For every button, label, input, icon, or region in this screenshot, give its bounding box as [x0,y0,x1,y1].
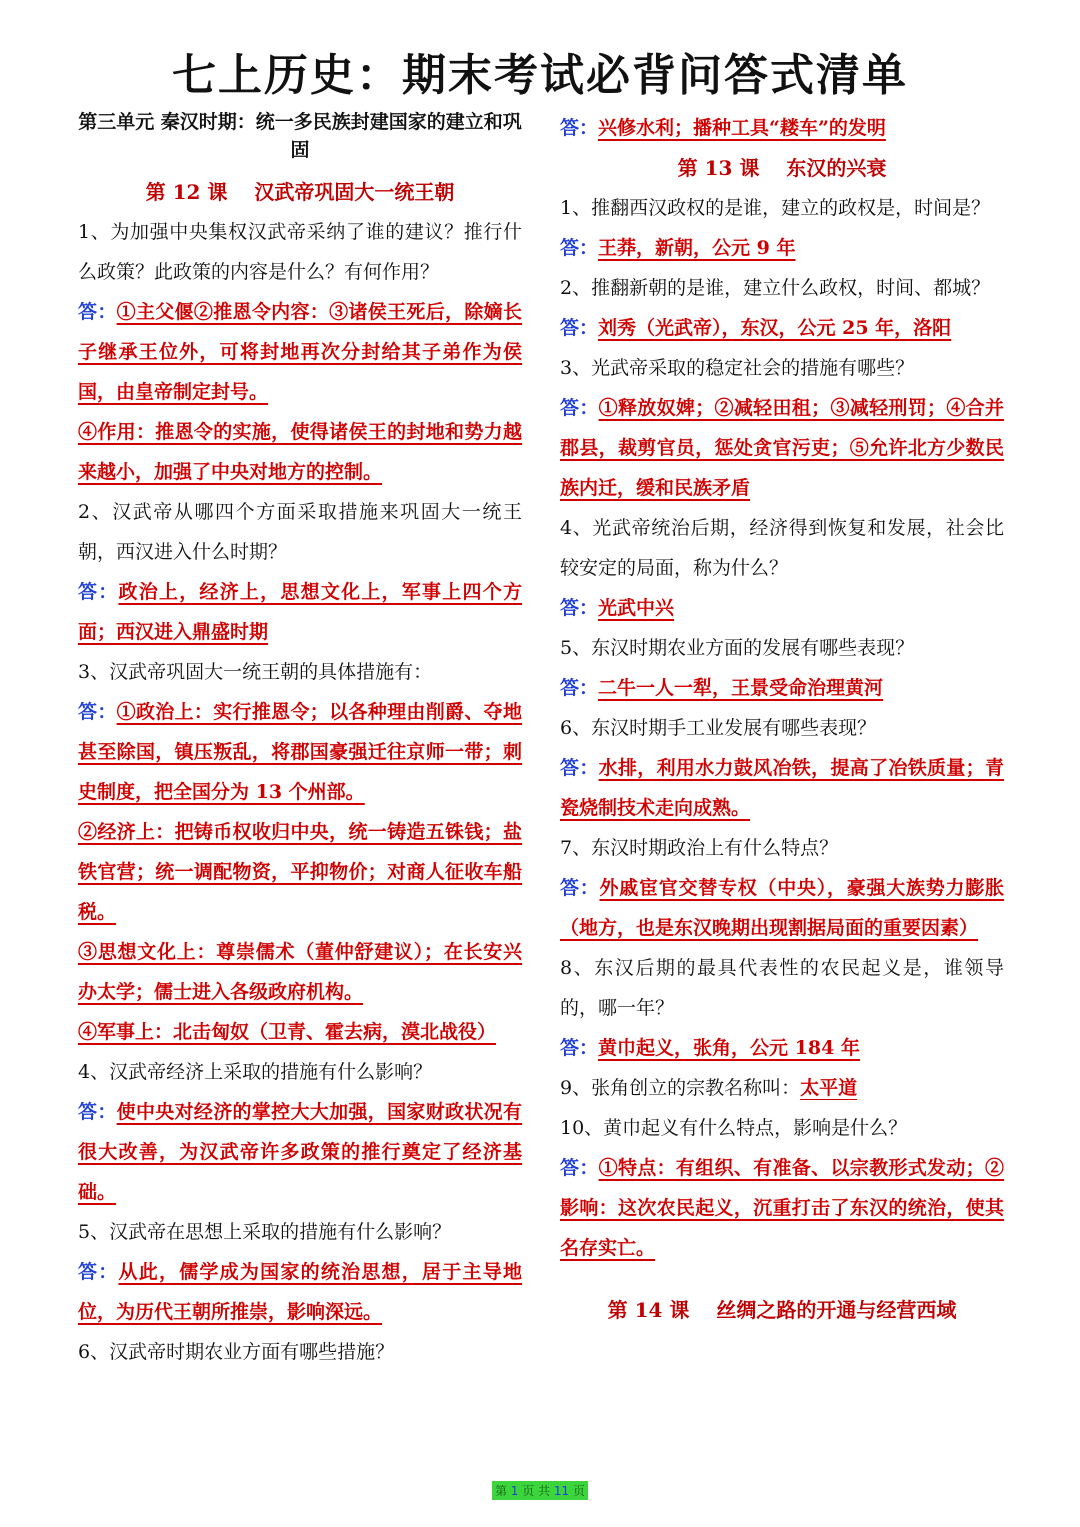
answer-label: 答： [560,877,600,899]
answer-label: 答： [560,597,599,619]
question-l3: 3、汉武帝巩固大一统王朝的具体措施有： [78,661,433,683]
lesson-13-heading: 第 13 课 东汉的兴衰 [677,156,887,180]
answer-l1-effect: ④作用：推恩令的实施，使得诸侯王的封地和势力越来越小，加强了中央对地方的控制。 [78,421,522,483]
question-r4: 4、光武帝统治后期，经济得到恢复和发展，社会比较安定的局面，称为什么？ [560,517,1004,579]
page-footer [0,1481,1080,1500]
answer-r4: 答：光武中兴 [560,597,675,619]
question-r5: 5、东汉时期农业方面的发展有哪些表现？ [560,637,915,659]
answer-label: 答： [560,757,599,779]
answer-label: 答： [560,397,599,419]
answer-l6: 答：兴修水利；播种工具“耧车”的发明 [560,117,886,139]
answer-r8: 答：黄巾起义，张角，公元 184 年 [560,1037,860,1059]
answer-l3-culture: ③思想文化上：尊崇儒术（董仲舒建议）；在长安兴办太学；儒士进入各级政府机构。 [78,941,522,1003]
answer-r2: 答：刘秀（光武帝），东汉，公元 25 年，洛阳 [560,317,952,339]
answer-l3-military: ④军事上：北击匈奴（卫青、霍去病，漠北战役） [78,1021,497,1043]
question-r6: 6、东汉时期手工业发展有哪些表现？ [560,717,877,739]
answer-l2: 答：政治上，经济上，思想文化上，军事上四个方面；西汉进入鼎盛时期 [78,581,522,643]
answer-l3-economy: ②经济上：把铸币权收归中央，统一铸造五铢钱；盐铁官营；统一调配物资，平抑物价；对商人征收车船税。 [78,821,522,923]
page-indicator: 第 1 页 共 11 页 [492,1481,588,1500]
question-l2: 2、汉武帝从哪四个方面采取措施来巩固大一统王朝，西汉进入什么时期？ [78,501,522,563]
answer-label: 答： [560,117,599,139]
answer-label: 答： [78,581,119,603]
answer-l1: 答：①主父偃②推恩令内容：③诸侯王死后，除嫡长子继承王位外，可将封地再次分封给其子弟作为侯国，由皇帝制定封号。 [78,301,522,403]
answer-label: 答： [78,701,117,723]
question-l6: 6、汉武帝时期农业方面有哪些措施？ [78,1341,395,1363]
question-l1: 1、为加强中央集权汉武帝采纳了谁的建议？推行什么政策？此政策的内容是什么？有何作用？ [78,221,522,283]
answer-label: 答： [560,317,599,339]
question-r10: 10、黄巾起义有什么特点，影响是什么？ [560,1117,908,1139]
question-r9: 9、张角创立的宗教名称叫：太平道 [560,1077,858,1099]
right-column [560,108,1004,1330]
answer-label: 答： [78,301,117,323]
question-r3: 3、光武帝采取的稳定社会的措施有哪些？ [560,357,915,379]
answer-label: 答： [560,237,599,259]
answer-l4: 答：使中央对经济的掌控大大加强，国家财政状况有很大改善，为汉武帝许多政策的推行奠定了经济基础。 [78,1101,522,1203]
lesson-12-heading: 第 12 课 汉武帝巩固大一统王朝 [145,180,455,204]
answer-r3: 答：①释放奴婢；②减轻田租；③减轻刑罚；④合并郡县，裁剪官员，惩处贪官污吏；⑤允许北方少数民族内迁，缓和民族矛盾 [560,397,1004,499]
question-l5: 5、汉武帝在思想上采取的措施有什么影响？ [78,1221,452,1243]
question-r8: 8、东汉后期的最具代表性的农民起义是，谁领导的，哪一年？ [560,957,1004,1019]
question-r7: 7、东汉时期政治上有什么特点？ [560,837,839,859]
answer-r9: 太平道 [800,1077,858,1099]
answer-l5: 答：从此，儒学成为国家的统治思想，居于主导地位，为历代王朝所推崇，影响深远。 [78,1261,522,1323]
question-r1: 1、推翻西汉政权的是谁，建立的政权是，时间是？ [560,197,991,219]
answer-label: 答： [560,1037,599,1059]
unit-heading: 第三单元 秦汉时期：统一多民族封建国家的建立和巩固 [78,111,522,161]
answer-l3-politics: 答：①政治上：实行推恩令；以各种理由削爵、夺地甚至除国，镇压叛乱，将郡国豪强迁往京师一带；刺史制度，把全国分为 13 个州部。 [78,701,522,803]
question-r2: 2、推翻新朝的是谁，建立什么政权，时间、都城？ [560,277,991,299]
answer-r10: 答：①特点：有组织、有准备、以宗教形式发动；②影响：这次农民起义，沉重打击了东汉的统治，使其名存实亡。 [560,1157,1004,1259]
answer-label: 答： [78,1101,117,1123]
answer-label: 答： [78,1261,119,1283]
question-l4: 4、汉武帝经济上采取的措施有什么影响？ [78,1061,433,1083]
answer-label: 答： [560,1157,599,1179]
answer-label: 答： [560,677,599,699]
answer-r1: 答：王莽，新朝，公元 9 年 [560,237,796,259]
answer-r6: 答：水排，利用水力鼓风冶铁，提高了冶铁质量；青瓷烧制技术走向成熟。 [560,757,1004,819]
left-column [78,108,522,1372]
page-title: 七上历史：期末考试必背问答式清单 [172,50,908,101]
lesson-14-heading: 第 14 课 丝绸之路的开通与经营西域 [607,1298,957,1322]
answer-r7: 答：外戚宦官交替专权（中央），豪强大族势力膨胀（地方，也是东汉晚期出现割据局面的重要因素） [560,877,1004,939]
answer-r5: 答：二牛一人一犁，王景受命治理黄河 [560,677,884,699]
